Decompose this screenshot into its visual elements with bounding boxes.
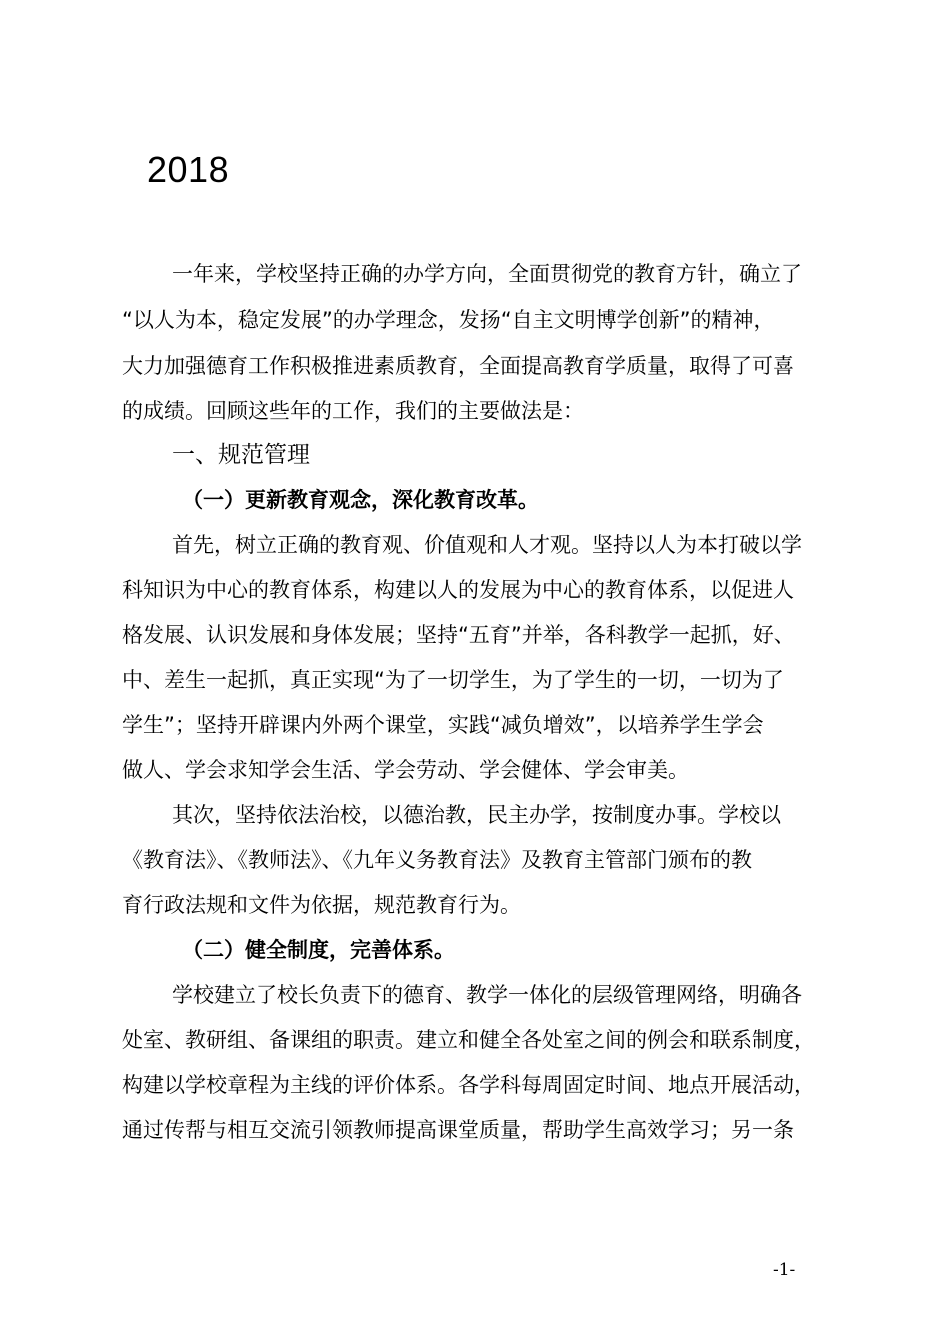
paragraph-line: 一年来，学校坚持正确的办学方向，全面贯彻党的教育方针，确立了	[172, 262, 802, 286]
paragraph-line: 其次，坚持依法治校，以德治教，民主办学，按制度办事。学校以	[172, 803, 781, 827]
paragraph-line: 构建以学校章程为主线的评价体系。各学科每周固定时间、地点开展活动，	[122, 1073, 815, 1097]
paragraph-line: 的成绩。回顾这些年的工作，我们的主要做法是：	[122, 399, 584, 423]
paragraph-line: 处室、教研组、备课组的职责。建立和健全各处室之间的例会和联系制度，	[122, 1028, 815, 1052]
paragraph-line: 大力加强德育工作积极推进素质教育，全面提高教育学质量，取得了可喜	[122, 354, 794, 378]
subsection-heading: （一）更新教育观念，深化教育改革。	[182, 488, 539, 512]
paragraph-line: 学生”；坚持开辟课内外两个课堂，实践“减负增效”，以培养学生学会	[122, 713, 764, 737]
paragraph-line: 做人、学会求知学会生活、学会劳动、学会健体、学会审美。	[122, 758, 689, 782]
paragraph-line: 育行政法规和文件为依据，规范教育行为。	[122, 893, 521, 917]
paragraph-line: 通过传帮与相互交流引领教师提高课堂质量，帮助学生高效学习；另一条	[122, 1118, 794, 1142]
paragraph-line: “以人为本，稳定发展”的办学理念，发扬“自主文明博学创新”的精神，	[122, 308, 775, 332]
paragraph-line: 格发展、认识发展和身体发展；坚持“五育”并举，各科教学一起抓，好、	[122, 623, 795, 647]
section-heading: 一、规范管理	[172, 442, 310, 468]
paragraph-line: 首先，树立正确的教育观、价值观和人才观。坚持以人为本打破以学	[172, 533, 802, 557]
paragraph-line: 《教育法》、《教师法》、《九年义务教育法》及教育主管部门颁布的教	[122, 848, 752, 872]
document-title: 2018	[147, 149, 230, 190]
paragraph-line: 科知识为中心的教育体系，构建以人的发展为中心的教育体系，以促进人	[122, 578, 794, 602]
page-number: -1-	[773, 1260, 796, 1280]
paragraph-line: 中、差生一起抓，真正实现“为了一切学生，为了学生的一切，一切为了	[122, 668, 784, 692]
paragraph-line: 学校建立了校长负责下的德育、教学一体化的层级管理网络，明确各	[172, 983, 802, 1007]
subsection-heading: （二）健全制度，完善体系。	[182, 938, 455, 962]
